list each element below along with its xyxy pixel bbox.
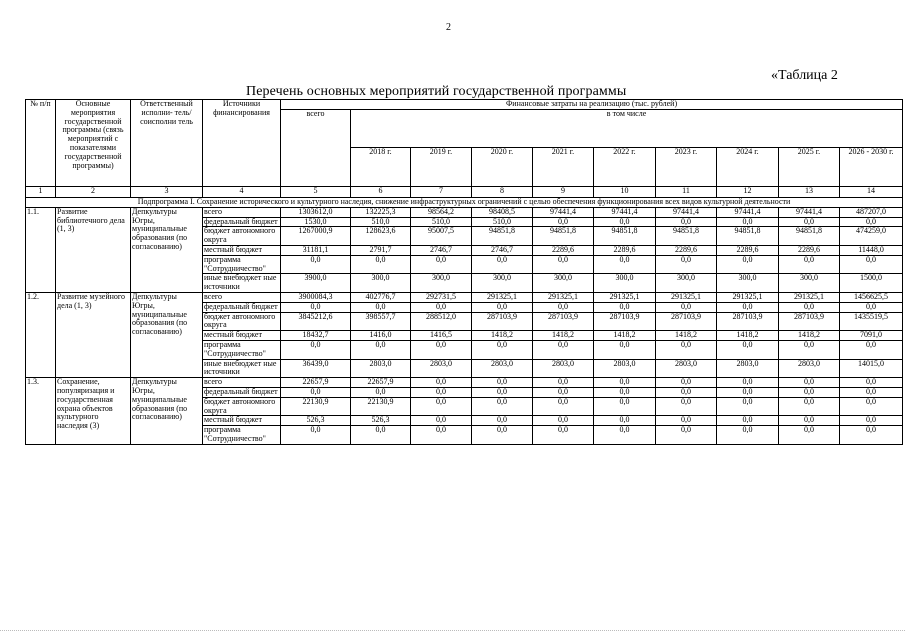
amount-cell: 0,0 (472, 255, 533, 274)
amount-cell: 0,0 (656, 217, 717, 227)
funding-source: программа "Сотрудничество" (203, 340, 281, 359)
amount-cell: 2289,6 (533, 245, 594, 255)
funding-source: всего (203, 378, 281, 388)
amount-cell: 0,0 (411, 397, 472, 416)
amount-cell: 287103,9 (594, 312, 656, 331)
amount-cell: 300,0 (717, 274, 779, 293)
amount-cell: 0,0 (351, 387, 411, 397)
amount-cell: 0,0 (594, 387, 656, 397)
event-name: Развитие библиотечного дела (1, 3) (56, 207, 131, 292)
amount-cell: 0,0 (533, 397, 594, 416)
amount-cell: 526,3 (281, 416, 351, 426)
amount-cell: 97441,4 (533, 207, 594, 217)
funding-source: бюджет автономного округа (203, 397, 281, 416)
amount-cell: 0,0 (594, 378, 656, 388)
amount-cell: 0,0 (594, 217, 656, 227)
column-number: 9 (533, 186, 594, 197)
header-event: Основные мероприятия государственной программы (связь мероприятий с показателями государственной программы) (56, 100, 131, 187)
amount-cell: 0,0 (411, 255, 472, 274)
amount-cell: 0,0 (533, 217, 594, 227)
column-number: 3 (131, 186, 203, 197)
amount-cell: 0,0 (840, 387, 903, 397)
amount-cell: 0,0 (281, 302, 351, 312)
amount-cell: 0,0 (717, 302, 779, 312)
amount-cell: 0,0 (281, 255, 351, 274)
amount-cell: 0,0 (594, 426, 656, 445)
amount-cell: 22130,9 (281, 397, 351, 416)
amount-cell: 0,0 (717, 416, 779, 426)
amount-cell: 0,0 (472, 426, 533, 445)
header-including: в том числе (351, 109, 903, 148)
amount-cell: 2746,7 (411, 245, 472, 255)
amount-cell: 300,0 (779, 274, 840, 293)
amount-cell: 1418,2 (656, 331, 717, 341)
amount-cell: 2803,0 (472, 359, 533, 378)
amount-cell: 2289,6 (594, 245, 656, 255)
column-number: 11 (656, 186, 717, 197)
event-number: 1.2. (26, 292, 56, 377)
funding-source: федеральный бюджет (203, 387, 281, 397)
amount-cell: 2803,0 (656, 359, 717, 378)
funding-source: иные внебюджет ные источники (203, 359, 281, 378)
column-number: 5 (281, 186, 351, 197)
amount-cell: 0,0 (779, 340, 840, 359)
table-row (26, 378, 903, 388)
amount-cell: 0,0 (472, 397, 533, 416)
amount-cell: 3900,0 (281, 274, 351, 293)
amount-cell: 0,0 (533, 255, 594, 274)
amount-cell: 0,0 (779, 378, 840, 388)
amount-cell: 0,0 (411, 378, 472, 388)
amount-cell: 0,0 (594, 416, 656, 426)
header-executor: Ответственный исполни- тель/соисполни тель (131, 100, 203, 187)
amount-cell: 22657,9 (281, 378, 351, 388)
amount-cell: 98408,5 (472, 207, 533, 217)
amount-cell: 0,0 (717, 255, 779, 274)
amount-cell: 0,0 (840, 255, 903, 274)
amount-cell: 1267000,9 (281, 227, 351, 246)
amount-cell: 132225,3 (351, 207, 411, 217)
amount-cell: 95007,5 (411, 227, 472, 246)
program-events-table (25, 99, 903, 445)
funding-source: бюджет автономного округа (203, 312, 281, 331)
amount-cell: 0,0 (411, 340, 472, 359)
amount-cell: 0,0 (656, 387, 717, 397)
amount-cell: 487207,0 (840, 207, 903, 217)
amount-cell: 0,0 (656, 340, 717, 359)
amount-cell: 22130,9 (351, 397, 411, 416)
funding-source: всего (203, 292, 281, 302)
amount-cell: 0,0 (840, 340, 903, 359)
amount-cell: 0,0 (281, 340, 351, 359)
amount-cell: 0,0 (472, 340, 533, 359)
amount-cell: 0,0 (840, 416, 903, 426)
amount-cell: 0,0 (656, 302, 717, 312)
amount-cell: 0,0 (594, 302, 656, 312)
amount-cell: 300,0 (594, 274, 656, 293)
funding-source: всего (203, 207, 281, 217)
amount-cell: 2289,6 (779, 245, 840, 255)
header-year: 2018 г. (351, 148, 411, 187)
header-year: 2021 г. (533, 148, 594, 187)
amount-cell: 398557,7 (351, 312, 411, 331)
amount-cell: 0,0 (533, 426, 594, 445)
header-finance: Финансовые затраты на реализацию (тыс. рублей) (281, 100, 903, 110)
amount-cell: 510,0 (411, 217, 472, 227)
amount-cell: 0,0 (840, 378, 903, 388)
amount-cell: 287103,9 (717, 312, 779, 331)
amount-cell: 0,0 (411, 302, 472, 312)
amount-cell: 291325,1 (472, 292, 533, 302)
amount-cell: 0,0 (472, 378, 533, 388)
amount-cell: 0,0 (281, 426, 351, 445)
amount-cell: 0,0 (411, 416, 472, 426)
amount-cell: 0,0 (472, 387, 533, 397)
amount-cell: 14015,0 (840, 359, 903, 378)
amount-cell: 94851,8 (594, 227, 656, 246)
event-number: 1.3. (26, 378, 56, 445)
column-numbers-row (26, 186, 903, 197)
amount-cell: 97441,4 (594, 207, 656, 217)
amount-cell: 18432,7 (281, 331, 351, 341)
column-number: 10 (594, 186, 656, 197)
amount-cell: 1418,2 (472, 331, 533, 341)
amount-cell: 474259,0 (840, 227, 903, 246)
column-number: 6 (351, 186, 411, 197)
amount-cell: 94851,8 (472, 227, 533, 246)
amount-cell: 0,0 (717, 340, 779, 359)
header-year: 2023 г. (656, 148, 717, 187)
table-row (26, 292, 903, 302)
amount-cell: 0,0 (656, 255, 717, 274)
amount-cell: 0,0 (472, 302, 533, 312)
header-total: всего (281, 109, 351, 186)
subprogram-title: Подпрограмма I. Сохранение исторического и культурного наследия, снижение инфраструктурных ограничений с целью обеспечения функционирования всех видов культурной деятельности (26, 197, 903, 207)
amount-cell: 0,0 (533, 378, 594, 388)
column-number: 1 (26, 186, 56, 197)
amount-cell: 0,0 (533, 302, 594, 312)
amount-cell: 0,0 (351, 340, 411, 359)
amount-cell: 526,3 (351, 416, 411, 426)
amount-cell: 0,0 (351, 255, 411, 274)
amount-cell: 0,0 (351, 302, 411, 312)
amount-cell: 3845212,6 (281, 312, 351, 331)
amount-cell: 292731,5 (411, 292, 472, 302)
column-number: 13 (779, 186, 840, 197)
amount-cell: 0,0 (656, 378, 717, 388)
column-number: 2 (56, 186, 131, 197)
funding-source: федеральный бюджет (203, 302, 281, 312)
amount-cell: 0,0 (717, 217, 779, 227)
amount-cell: 0,0 (717, 426, 779, 445)
amount-cell: 1418,2 (533, 331, 594, 341)
amount-cell: 0,0 (779, 255, 840, 274)
column-number: 12 (717, 186, 779, 197)
amount-cell: 94851,8 (779, 227, 840, 246)
event-executor: Депкультуры Югры, муниципальные образования (по согласованию) (131, 207, 203, 292)
amount-cell: 0,0 (594, 397, 656, 416)
funding-source: программа "Сотрудничество" (203, 255, 281, 274)
amount-cell: 1530,0 (281, 217, 351, 227)
amount-cell: 97441,4 (779, 207, 840, 217)
amount-cell: 0,0 (779, 397, 840, 416)
amount-cell: 0,0 (594, 255, 656, 274)
amount-cell: 291325,1 (717, 292, 779, 302)
header-year: 2024 г. (717, 148, 779, 187)
header-year: 2026 - 2030 г. (840, 148, 903, 187)
column-number: 4 (203, 186, 281, 197)
amount-cell: 0,0 (594, 340, 656, 359)
amount-cell: 287103,9 (533, 312, 594, 331)
event-executor: Депкультуры Югры, муниципальные образования (по согласованию) (131, 378, 203, 445)
amount-cell: 0,0 (779, 302, 840, 312)
funding-source: бюджет автономного округа (203, 227, 281, 246)
amount-cell: 98564,2 (411, 207, 472, 217)
column-number: 7 (411, 186, 472, 197)
amount-cell: 402776,7 (351, 292, 411, 302)
event-name: Сохранение, популяризация и государственная охрана объектов культурного наследия (3) (56, 378, 131, 445)
amount-cell: 0,0 (351, 426, 411, 445)
amount-cell: 300,0 (533, 274, 594, 293)
amount-cell: 510,0 (472, 217, 533, 227)
amount-cell: 11448,0 (840, 245, 903, 255)
amount-cell: 1456625,5 (840, 292, 903, 302)
page-number: 2 (446, 22, 451, 33)
amount-cell: 0,0 (779, 416, 840, 426)
amount-cell: 97441,4 (717, 207, 779, 217)
table-reference: «Таблица 2 (771, 68, 838, 83)
document-title: Перечень основных мероприятий государственной программы (246, 84, 627, 99)
amount-cell: 2803,0 (779, 359, 840, 378)
header-year: 2025 г. (779, 148, 840, 187)
amount-cell: 94851,8 (656, 227, 717, 246)
amount-cell: 0,0 (533, 387, 594, 397)
funding-source: местный бюджет (203, 245, 281, 255)
scan-edge-line (0, 630, 905, 632)
funding-source: местный бюджет (203, 416, 281, 426)
amount-cell: 0,0 (411, 387, 472, 397)
amount-cell: 97441,4 (656, 207, 717, 217)
amount-cell: 0,0 (840, 217, 903, 227)
amount-cell: 300,0 (472, 274, 533, 293)
amount-cell: 0,0 (411, 426, 472, 445)
amount-cell: 0,0 (779, 387, 840, 397)
amount-cell: 0,0 (717, 397, 779, 416)
amount-cell: 0,0 (656, 397, 717, 416)
amount-cell: 1500,0 (840, 274, 903, 293)
amount-cell: 2289,6 (656, 245, 717, 255)
amount-cell: 0,0 (533, 416, 594, 426)
amount-cell: 128623,6 (351, 227, 411, 246)
amount-cell: 1435519,5 (840, 312, 903, 331)
amount-cell: 291325,1 (779, 292, 840, 302)
header-source: Источники финансирования (203, 100, 281, 187)
amount-cell: 2803,0 (411, 359, 472, 378)
amount-cell: 287103,9 (656, 312, 717, 331)
column-number: 8 (472, 186, 533, 197)
table-body (26, 186, 903, 444)
amount-cell: 1416,0 (351, 331, 411, 341)
amount-cell: 31181,1 (281, 245, 351, 255)
amount-cell: 0,0 (656, 426, 717, 445)
funding-source: местный бюджет (203, 331, 281, 341)
event-executor: Депкультуры Югры, муниципальные образования (по согласованию) (131, 292, 203, 377)
amount-cell: 1416,5 (411, 331, 472, 341)
amount-cell: 287103,9 (472, 312, 533, 331)
amount-cell: 291325,1 (594, 292, 656, 302)
amount-cell: 1418,2 (594, 331, 656, 341)
amount-cell: 2803,0 (533, 359, 594, 378)
subprogram-row (26, 197, 903, 207)
amount-cell: 2289,6 (717, 245, 779, 255)
amount-cell: 300,0 (656, 274, 717, 293)
amount-cell: 0,0 (656, 416, 717, 426)
amount-cell: 2803,0 (351, 359, 411, 378)
amount-cell: 0,0 (840, 426, 903, 445)
header-year: 2022 г. (594, 148, 656, 187)
header-no: № п/п (26, 100, 56, 187)
amount-cell: 2803,0 (717, 359, 779, 378)
table-row (26, 207, 903, 217)
amount-cell: 291325,1 (533, 292, 594, 302)
amount-cell: 0,0 (717, 378, 779, 388)
amount-cell: 2791,7 (351, 245, 411, 255)
amount-cell: 510,0 (351, 217, 411, 227)
amount-cell: 7091,0 (840, 331, 903, 341)
amount-cell: 94851,8 (533, 227, 594, 246)
amount-cell: 0,0 (533, 340, 594, 359)
funding-source: федеральный бюджет (203, 217, 281, 227)
column-number: 14 (840, 186, 903, 197)
amount-cell: 1303612,0 (281, 207, 351, 217)
amount-cell: 0,0 (779, 426, 840, 445)
amount-cell: 0,0 (717, 387, 779, 397)
amount-cell: 22657,9 (351, 378, 411, 388)
amount-cell: 0,0 (840, 302, 903, 312)
amount-cell: 2746,7 (472, 245, 533, 255)
amount-cell: 1418,2 (779, 331, 840, 341)
amount-cell: 0,0 (472, 416, 533, 426)
event-number: 1.1. (26, 207, 56, 292)
amount-cell: 0,0 (840, 397, 903, 416)
amount-cell: 94851,8 (717, 227, 779, 246)
amount-cell: 0,0 (779, 217, 840, 227)
amount-cell: 3900084,3 (281, 292, 351, 302)
funding-source: программа "Сотрудничество" (203, 426, 281, 445)
funding-source: иные внебюджет ные источники (203, 274, 281, 293)
amount-cell: 2803,0 (594, 359, 656, 378)
amount-cell: 291325,1 (656, 292, 717, 302)
header-year: 2020 г. (472, 148, 533, 187)
amount-cell: 300,0 (411, 274, 472, 293)
amount-cell: 1418,2 (717, 331, 779, 341)
amount-cell: 36439,0 (281, 359, 351, 378)
table-header (26, 100, 903, 187)
amount-cell: 0,0 (281, 387, 351, 397)
amount-cell: 287103,9 (779, 312, 840, 331)
amount-cell: 300,0 (351, 274, 411, 293)
header-year: 2019 г. (411, 148, 472, 187)
event-name: Развитие музейного дела (1, 3) (56, 292, 131, 377)
amount-cell: 288512,0 (411, 312, 472, 331)
